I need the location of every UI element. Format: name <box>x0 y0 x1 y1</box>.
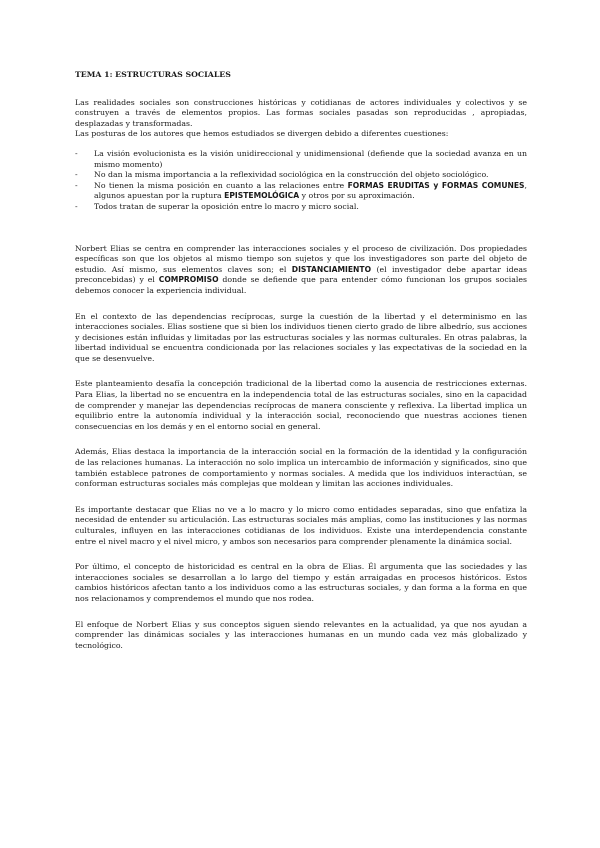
list-item: - No dan la misma importancia a la reflexividad sociológica en la construcción del objeto sociológico. <box>75 170 527 181</box>
paragraph-conclusion: El enfoque de Norbert Elias y sus conceptos siguen siendo relevantes en la actualidad, ya que nos ayudan a comprender las dinámicas sociales y las interacciones humanas en un mundo cada vez más globalizado y tecnológico. <box>75 619 527 650</box>
paragraph-text: Norbert Elias se centra en comprender las interacciones sociales y el proceso de civilización. Dos propiedades específicas son que los objetos al mismo tiempo son sujetos y que los investigadores son parte del objeto de estudio. Así mismo, sus elementos claves son; el <box>75 243 527 274</box>
list-item-text: , algunos apuestan por la ruptura <box>94 180 528 201</box>
paragraph-text: (el investigador debe apartar ideas preconcebidas) y el <box>75 264 527 285</box>
paragraph-elias <box>75 244 527 297</box>
list-item-text: No tienen la misma posición en cuanto a las relaciones entre <box>94 180 348 190</box>
intro-paragraph: Las realidades sociales son construcciones históricas y cotidianas de actores individuales y colectivos y se construyen a través de elementos propios. Las formas sociales pasadas son reproducidas , apropiadas, desplazadas y transformadas. <box>75 97 527 128</box>
divergence-list <box>75 149 527 213</box>
list-item <box>75 181 527 202</box>
paragraph-dependencias: En el contexto de las dependencias recíprocas, surge la cuestión de la libertad y el determinismo en las interacciones sociales. Elias sostiene que si bien los individuos tienen cierto grado de libre albedrío, sus acciones y decisiones están influidas y limitadas por las estructuras sociales y las normas culturales. En otras palabras, la libertad individual se encuentra condicionada por las relaciones sociales y las expectativas de la sociedad en la que se desenvuelve. <box>75 311 527 363</box>
bold-term: EPISTEMOLÓGICA <box>224 191 300 201</box>
paragraph-macro-micro: Es importante destacar que Elias no ve a lo macro y lo micro como entidades separadas, sino que enfatiza la necesidad de entender su articulación. Las estructuras sociales más amplias, como las instituciones y las normas culturales, influyen en las interacciones cotidianas de los individuos. Existe una interdependencia constante entre el nivel macro y el nivel micro, y ambos son necesarios para comprender plenamente la dinámica social. <box>75 504 527 546</box>
list-item: - Todos tratan de superar la oposición entre lo macro y micro social. <box>75 202 527 213</box>
document-title: TEMA 1: ESTRUCTURAS SOCIALES <box>75 70 231 79</box>
intro-question: Las posturas de los autores que hemos estudiados se divergen debido a diferentes cuestiones: <box>75 129 449 139</box>
bold-term: COMPROMISO <box>158 275 219 285</box>
bold-term: DISTANCIAMIENTO <box>291 264 372 274</box>
paragraph-text: donde se defiende que para entender cómo funcionan los grupos sociales debemos conocer la experiencia individual. <box>75 275 527 295</box>
list-item: - La visión evolucionista es la visión unidireccional y unidimensional (defiende que la sociedad avanza en un mismo momento) <box>75 149 527 170</box>
paragraph-historicidad: Por último, el concepto de historicidad es central en la obra de Elias. Él argumenta que las sociedades y las interacciones sociales se desarrollan a lo largo del tiempo y están arraigadas en procesos históricos. Estos cambios históricos afectan tanto a los individuos como a las estructuras sociales, y dan forma a la forma en que nos relacionamos y comprendemos el mundo que nos rodea. <box>75 562 527 603</box>
list-item-text: y otros por su aproximación. <box>299 191 415 201</box>
bold-term: FORMAS ERUDITAS y FORMAS COMUNES <box>347 180 525 190</box>
document-page <box>75 70 527 666</box>
paragraph-identidad: Además, Elias destaca la importancia de la interacción social en la formación de la identidad y la configuración de las relaciones humanas. La interacción no solo implica un intercambio de información y significados, sino que también establece patrones de comportamiento y normas sociales. A medida que los individuos interactúan, se conforman estructuras sociales más complejas que moldean y limitan las acciones individuales. <box>75 447 527 489</box>
paragraph-libertad: Este planteamiento desafía la concepción tradicional de la libertad como la ausencia de restricciones externas. Para Elias, la libertad no se encuentra en la independencia total de las estructuras sociales, sino en la capacidad de comprender y manejar las dependencias recíprocas de manera consciente y reflexiva. La libertad implica un equilibrio entre la autonomía individual y la interacción social, reconociendo que nuestras acciones tienen consecuencias en los demás y en el entorno social en general. <box>75 379 527 431</box>
